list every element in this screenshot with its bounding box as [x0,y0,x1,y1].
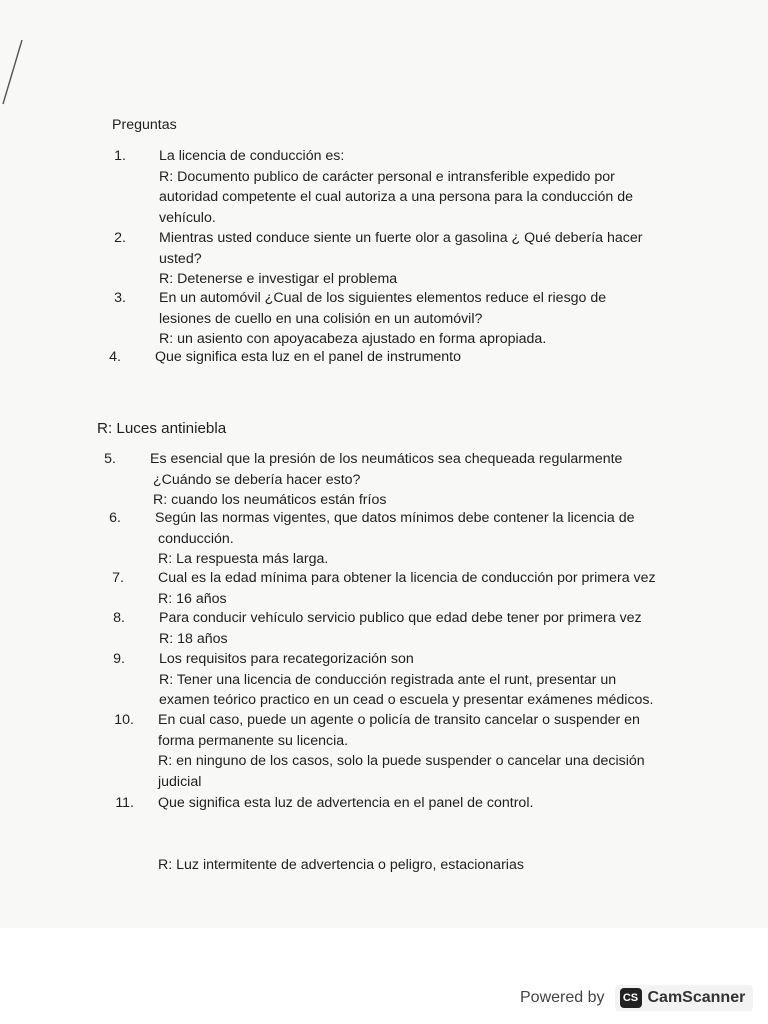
question-text: Mientras usted conduce siente un fuerte olor a gasolina ¿ Qué debería hacer [159,230,643,246]
question-text-line: R: 18 años [159,630,228,647]
question-text: Cual es la edad mínima para obtener la licencia de conducción por primera vez [158,570,656,586]
camscanner-brand-label: CamScanner [647,989,746,1006]
question-text-line: lesiones de cuello en una colisión en un automóvil? [159,310,483,327]
question-text: En cual caso, puede un agente o policía de transito cancelar o suspender en [158,712,640,728]
answer-11: R: Luz intermitente de advertencia o peligro, estacionarias [158,857,524,873]
question-number: 7. [112,570,124,586]
question-text-line: judicial [158,773,202,790]
question-text: Que significa esta luz en el panel de instrumento [155,349,462,365]
question-number: 2. [114,230,126,246]
question-text-line: autoridad competente el cual autoriza a una persona para la conducción de [159,189,634,205]
question-text-line: R: Tener una licencia de conducción registrada ante el runt, presentar un [159,671,617,688]
question-number: 1. [114,148,126,164]
question-text-line: R: Documento publico de carácter personal e intransferible expedido por [159,168,615,185]
camscanner-watermark [520,984,753,1012]
question-text-line: usted? [159,250,202,267]
pen-mark-decoration [0,38,24,108]
question-text: En un automóvil ¿Cual de los siguientes elementos reduce el riesgo de [159,290,607,306]
question-text-line: R: en ninguno de los casos, solo la puede suspender o cancelar una decisión [158,753,645,769]
question-text: Que significa esta luz de advertencia en el panel de control. [158,795,534,811]
question-number: 8. [113,610,125,626]
question-text-line: R: cuando los neumáticos están fríos [153,492,387,508]
question-text-line: R: Detenerse e investigar el problema [159,271,398,287]
question-number: 5. [104,451,116,467]
question-text-line: forma permanente su licencia. [158,732,349,749]
answer-4: R: Luces antiniebla [97,420,227,437]
question-number: 9. [113,651,125,667]
powered-by-label: Powered by [520,989,605,1006]
question-number: 3. [114,290,126,306]
question-text: Según las normas vigentes, que datos mínimos debe contener la licencia de [155,510,635,526]
question-number: 10. [114,712,134,728]
question-text: La licencia de conducción es: [159,148,345,164]
question-text: Para conducir vehículo servicio publico que edad debe tener por primera vez [159,610,642,626]
question-text-line: examen teórico practico en un cead o escuela y presentar exámenes médicos. [159,692,654,708]
camscanner-badge [615,985,754,1011]
question-text-line: R: La respuesta más larga. [158,551,329,567]
question-text-line: conducción. [158,530,234,547]
question-text-line: R: un asiento con apoyacabeza ajustado en forma apropiada. [159,331,547,347]
page-heading: Preguntas [112,117,177,133]
question-text: Es esencial que la presión de los neumáticos sea chequeada regularmente [150,451,623,467]
question-text: Los requisitos para recategorización son [159,651,414,667]
question-number: 11. [115,795,134,811]
question-text-line: ¿Cuándo se debería hacer esto? [153,471,361,488]
question-text-line: vehículo. [159,209,216,226]
question-number: 6. [109,510,121,526]
question-number: 4. [109,349,121,365]
camscanner-logo-icon: CS [620,988,642,1008]
question-text-line: R: 16 años [158,590,227,607]
